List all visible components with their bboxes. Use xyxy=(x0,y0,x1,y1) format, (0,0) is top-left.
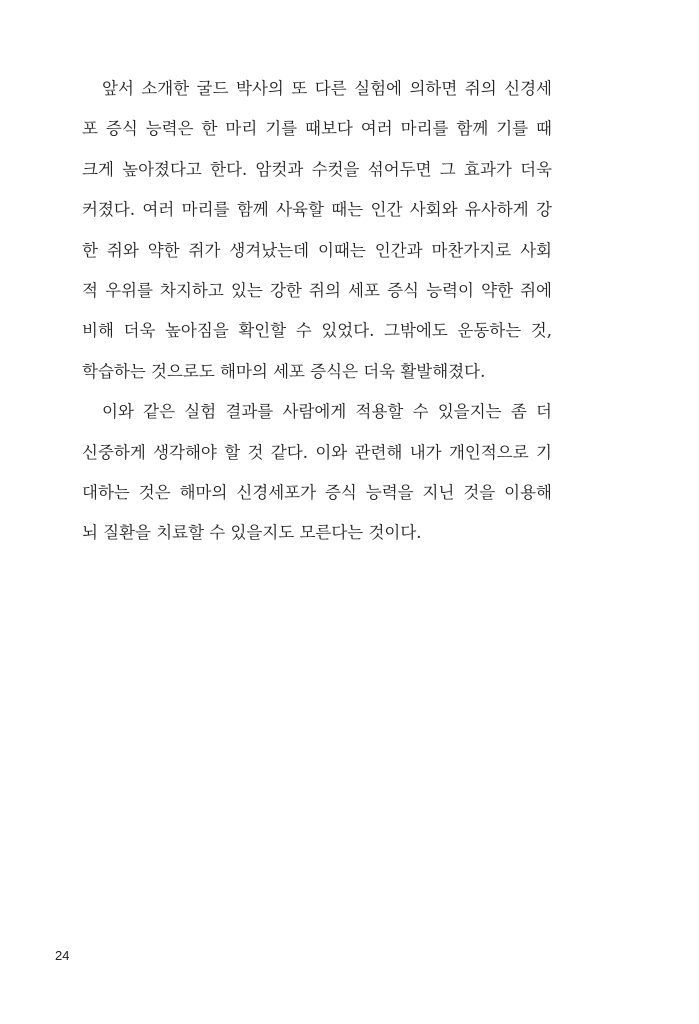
text-line: 포 증식 능력은 한 마리 기를 때보다 여러 마리를 함께 기를 때 xyxy=(82,119,552,139)
text-line: 한 쥐와 약한 쥐가 생겨났는데 이때는 인간과 마찬가지로 사회 xyxy=(82,240,552,260)
text-line: 적 우위를 차지하고 있는 강한 쥐의 세포 증식 능력이 약한 쥐에 xyxy=(82,280,552,300)
text-line: 뇌 질환을 치료할 수 있을지도 모른다는 것이다. xyxy=(82,523,422,543)
text-line: 대하는 것은 해마의 신경세포가 증식 능력을 지닌 것을 이용해 xyxy=(82,482,552,502)
page-number: 24 xyxy=(55,948,70,963)
text-line: 비해 더욱 높아짐을 확인할 수 있었다. 그밖에도 운동하는 것, xyxy=(82,321,552,341)
paragraph-2 xyxy=(82,397,552,559)
text-line: 앞서 소개한 굴드 박사의 또 다른 실험에 의하면 쥐의 신경세 xyxy=(102,79,552,98)
text-line: 신중하게 생각해야 할 것 같다. 이와 관련해 내가 개인적으로 기 xyxy=(82,442,552,462)
text-line: 학습하는 것으로도 해마의 세포 증식은 더욱 활발해졌다. xyxy=(82,361,486,381)
text-line: 이와 같은 실험 결과를 사람에게 적용할 수 있을지는 좀 더 xyxy=(102,402,552,422)
paragraph-1 xyxy=(82,74,552,397)
text-line: 크게 높아졌다고 한다. 암컷과 수컷을 섞어두면 그 효과가 더욱 xyxy=(82,159,552,179)
text-line: 커졌다. 여러 마리를 함께 사육할 때는 인간 사회와 유사하게 강 xyxy=(82,200,552,220)
body-text xyxy=(82,74,552,559)
